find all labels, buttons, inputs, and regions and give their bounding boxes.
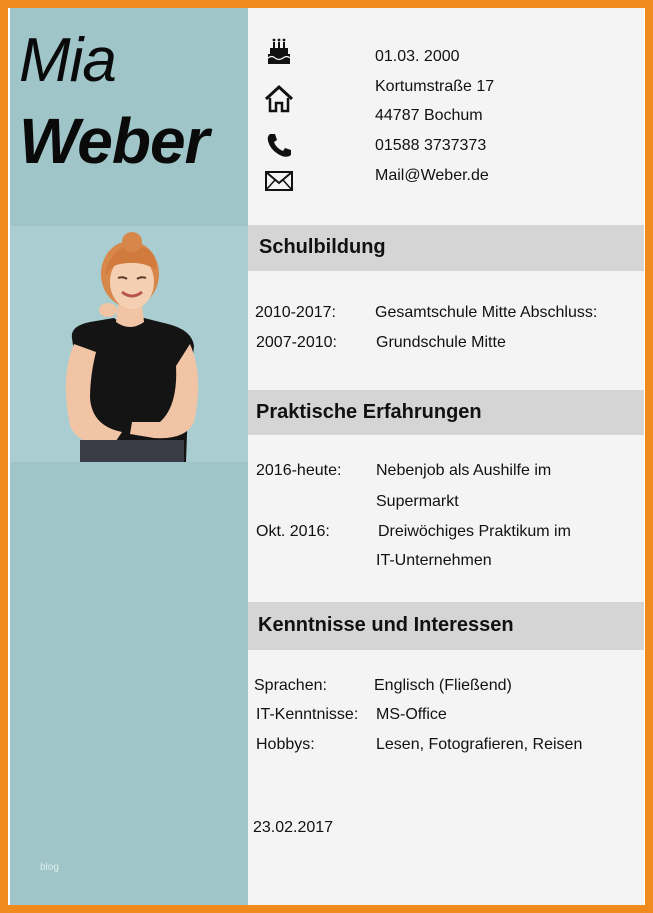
signature-date: 23.02.2017 <box>253 819 334 836</box>
envelope-icon <box>264 166 294 196</box>
education-text: Gesamtschule Mitte Abschluss: <box>375 304 598 321</box>
email-address: Mail@Weber.de <box>375 167 489 184</box>
birthday-cake-icon <box>264 36 294 66</box>
section-title-education: Schulbildung <box>259 236 386 258</box>
street: Kortumstraße 17 <box>375 78 495 95</box>
experience-text-line2: Supermarkt <box>376 493 459 510</box>
skills-value: MS-Office <box>376 706 447 723</box>
experience-text-line2: IT-Unternehmen <box>376 552 492 569</box>
section-title-skills: Kenntnisse und Interessen <box>258 614 514 636</box>
experience-period: 2016-heute: <box>256 462 342 479</box>
section-title-experience: Praktische Erfahrungen <box>256 401 482 423</box>
house-icon <box>264 84 294 114</box>
section-header-experience <box>248 390 644 435</box>
section-header-education <box>248 225 644 271</box>
experience-text-line1: Dreiwöchiges Praktikum im <box>378 523 571 540</box>
city: 44787 Bochum <box>375 107 483 124</box>
birthdate: 01.03. 2000 <box>375 48 460 65</box>
phone-icon <box>264 131 294 161</box>
last-name: Weber <box>19 105 209 177</box>
education-text: Grundschule Mitte <box>376 334 506 351</box>
skills-value: Lesen, Fotografieren, Reisen <box>376 736 583 753</box>
portrait-photo <box>10 226 248 462</box>
phone-number: 01588 3737373 <box>375 137 487 154</box>
education-period: 2007-2010: <box>256 334 337 351</box>
section-header-skills <box>248 602 644 650</box>
skills-label: IT-Kenntnisse: <box>256 706 359 723</box>
skills-label: Hobbys: <box>256 736 315 753</box>
experience-period: Okt. 2016: <box>256 523 330 540</box>
experience-text-line1: Nebenjob als Aushilfe im <box>376 462 552 479</box>
skills-value: Englisch (Fließend) <box>374 677 512 694</box>
skills-label: Sprachen: <box>254 677 327 694</box>
education-period: 2010-2017: <box>255 304 336 321</box>
first-name: Mia <box>19 26 116 95</box>
watermark: blog <box>40 862 59 873</box>
